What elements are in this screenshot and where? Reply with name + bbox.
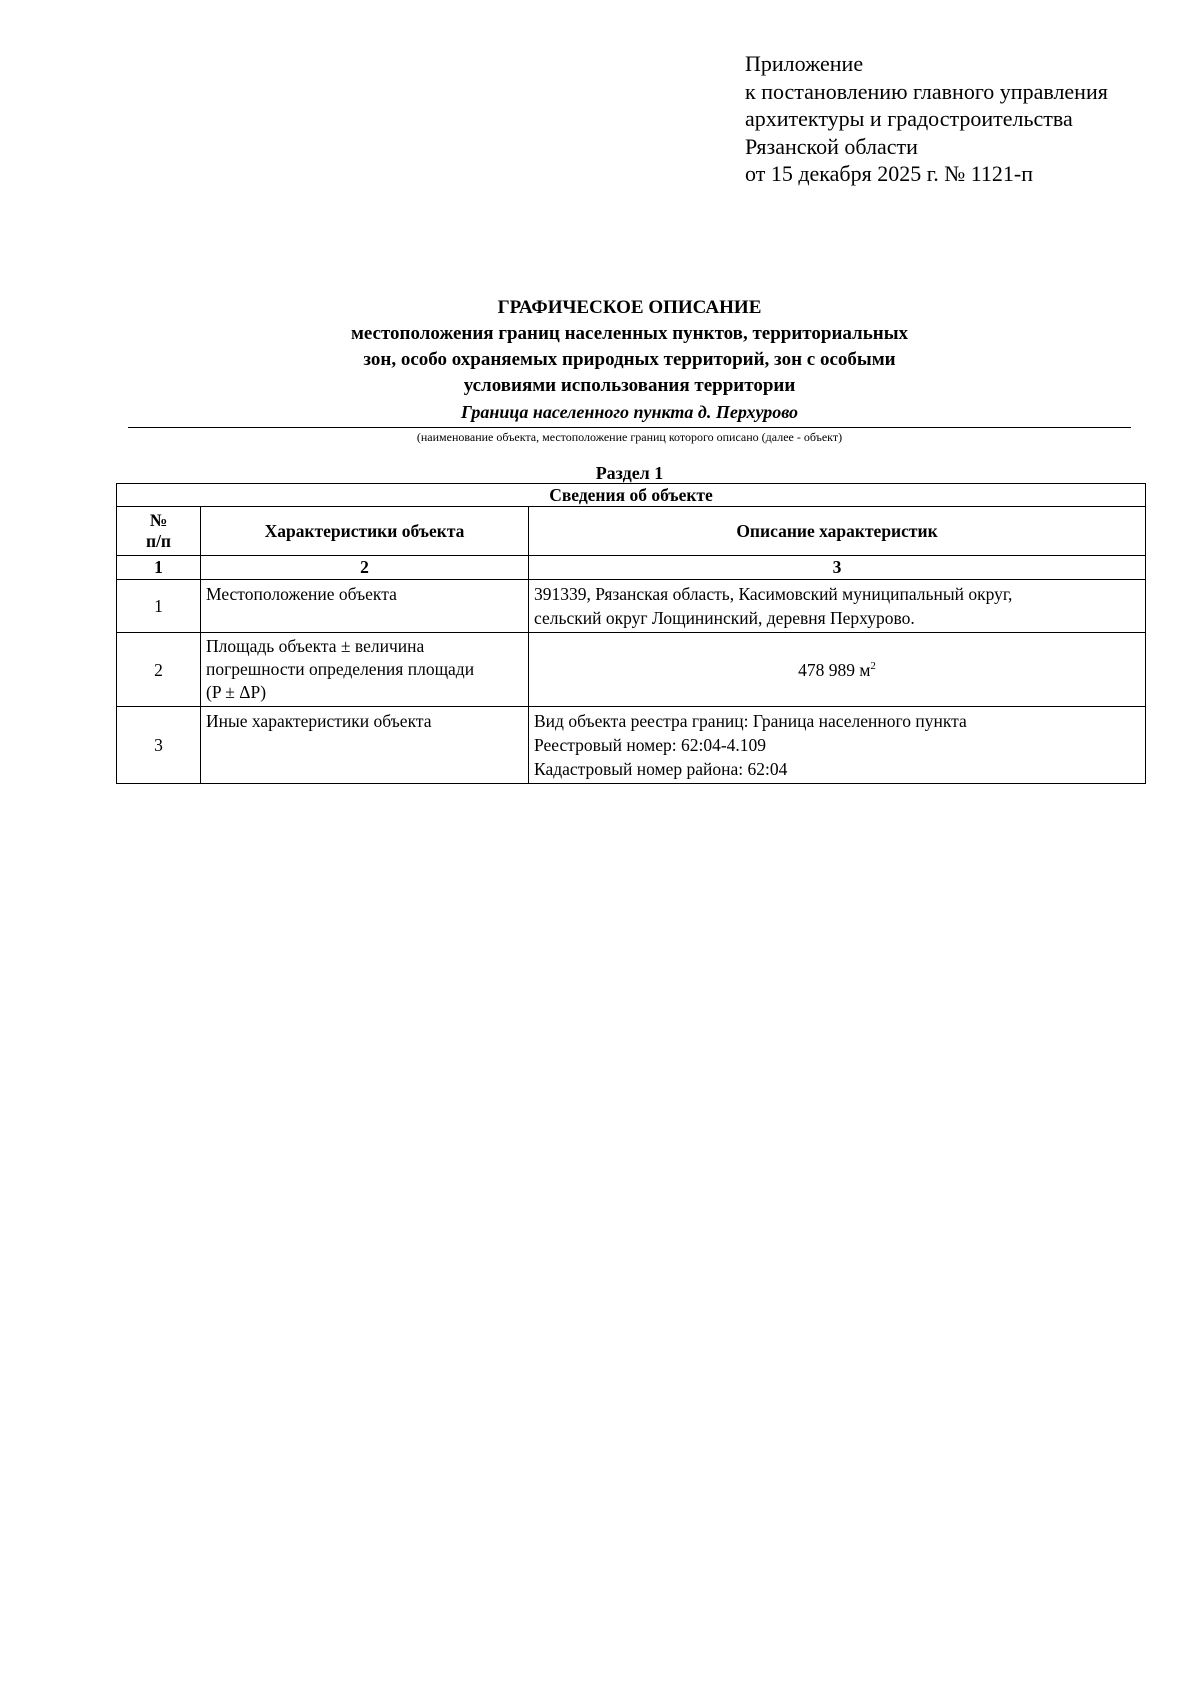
characteristic-line: погрешности определения площади (206, 659, 475, 679)
row-number: 3 (117, 707, 201, 784)
row-number: 2 (117, 633, 201, 707)
document-subtitle-line: местоположения границ населенных пунктов, территориальных (350, 323, 909, 344)
document-title: ГРАФИЧЕСКОЕ ОПИСАНИЕ (497, 297, 762, 318)
object-info-table (116, 483, 1146, 784)
table-row (117, 707, 1146, 784)
header-num (117, 507, 201, 556)
characteristic-line: Площадь объекта ± величина (206, 636, 425, 656)
appendix-block (745, 50, 1108, 188)
table-caption: Сведения об объекте (117, 484, 1146, 507)
appendix-line: Рязанской области (745, 133, 918, 159)
header-num-line2: п/п (145, 531, 172, 551)
appendix-line: к постановлению главного управления (745, 78, 1108, 104)
table-caption-row (117, 484, 1146, 507)
object-caption: (наименование объекта, местоположение границ которого описано (далее - объект) (416, 430, 843, 444)
column-number-row (117, 556, 1146, 580)
document-title-block (128, 295, 1131, 424)
header-description: Описание характеристик (529, 507, 1146, 556)
characteristic-line: (P ± ΔP) (206, 682, 267, 702)
column-number: 2 (201, 556, 529, 580)
table-row (117, 633, 1146, 707)
table-header-row (117, 507, 1146, 556)
column-number: 1 (117, 556, 201, 580)
row-number: 1 (117, 580, 201, 633)
appendix-line: архитектуры и градостроительства (745, 106, 1073, 131)
table-row (117, 580, 1146, 633)
object-name: Граница населенного пункта д. Перхурово (460, 402, 799, 422)
document-subtitle-line: условиями использования территории (463, 375, 796, 396)
description-line: Кадастровый номер района: 62:04 (534, 759, 788, 779)
header-characteristic: Характеристики объекта (201, 507, 529, 556)
row-description (529, 633, 1146, 707)
header-num-line1: № (149, 510, 168, 530)
description-line: Реестровый номер: 62:04-4.109 (534, 735, 767, 755)
section-title: Раздел 1 (595, 463, 664, 483)
row-description (529, 707, 1146, 784)
object-name-underline (128, 427, 1131, 428)
document-subtitle-line: зон, особо охраняемых природных территорий, зон с особыми (363, 349, 896, 370)
row-characteristic: Иные характеристики объекта (201, 707, 529, 784)
description-line: сельский округ Лощининский, деревня Перхурово. (534, 608, 915, 628)
description-line: Вид объекта реестра границ: Граница населенного пункта (534, 711, 967, 731)
area-unit-superscript: 2 (870, 659, 876, 672)
row-description (529, 580, 1146, 633)
row-characteristic (201, 633, 529, 707)
appendix-line: Приложение (745, 51, 864, 76)
area-value: 478 989 м (798, 659, 871, 680)
row-characteristic: Местоположение объекта (201, 580, 529, 633)
description-line: 391339, Рязанская область, Касимовский муниципальный округ, (534, 584, 1013, 604)
appendix-line: от 15 декабря 2025 г. № 1121-п (745, 161, 1034, 186)
column-number: 3 (529, 556, 1146, 580)
